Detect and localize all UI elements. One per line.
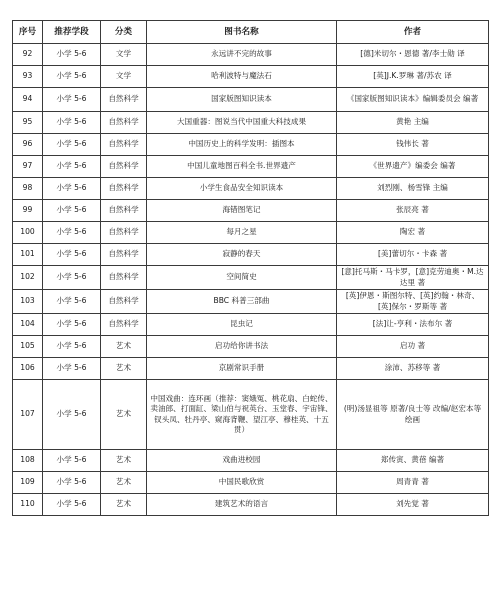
row-number-cell: 98: [13, 178, 43, 200]
row-number-cell: 106: [13, 358, 43, 380]
book-title-cell: BBC 科普三部曲: [147, 290, 337, 314]
book-title-cell: 昆虫记: [147, 314, 337, 336]
table-row: [13, 112, 489, 134]
recommended-stage-cell: 小学 5-6: [43, 200, 101, 222]
table-row: [13, 266, 489, 290]
author-cell: 陶宏 著: [337, 222, 489, 244]
row-number-cell: 103: [13, 290, 43, 314]
table-row: [13, 290, 489, 314]
category-cell: 自然科学: [101, 266, 147, 290]
recommended-stage-cell: 小学 5-6: [43, 380, 101, 450]
category-cell: 文学: [101, 66, 147, 88]
header-author: 作者: [337, 21, 489, 44]
header-recommended-stage: 推荐学段: [43, 21, 101, 44]
author-cell: [英]J.K.罗琳 著/苏农 译: [337, 66, 489, 88]
table-row: [13, 494, 489, 516]
row-number-cell: 99: [13, 200, 43, 222]
table-row: [13, 450, 489, 472]
category-cell: 自然科学: [101, 200, 147, 222]
recommended-stage-cell: 小学 5-6: [43, 266, 101, 290]
category-cell: 自然科学: [101, 290, 147, 314]
table-row: [13, 380, 489, 450]
recommended-stage-cell: 小学 5-6: [43, 314, 101, 336]
book-title-cell: 大国重器：图说当代中国重大科技成果: [147, 112, 337, 134]
book-title-cell: 中国戏曲：连环画（推荐：窦娥冤、桃花扇、白蛇传、卖油郎、打面缸、梁山伯与祝英台、玉堂春、宇宙锋、钗头凤、牡丹亭、窥海背鞭、望江亭、穆桂英、十五贯）: [147, 380, 337, 450]
table-row: [13, 178, 489, 200]
recommended-stage-cell: 小学 5-6: [43, 178, 101, 200]
row-number-cell: 96: [13, 134, 43, 156]
book-title-cell: 戏曲进校园: [147, 450, 337, 472]
category-cell: 艺术: [101, 380, 147, 450]
book-title-cell: 空间简史: [147, 266, 337, 290]
recommended-stage-cell: 小学 5-6: [43, 472, 101, 494]
row-number-cell: 101: [13, 244, 43, 266]
book-title-cell: 永远讲不完的故事: [147, 44, 337, 66]
category-cell: 自然科学: [101, 156, 147, 178]
recommended-stage-cell: 小学 5-6: [43, 222, 101, 244]
author-cell: [美]蕾切尔・卡森 著: [337, 244, 489, 266]
table-row: [13, 44, 489, 66]
book-list-table: [12, 20, 489, 516]
row-number-cell: 110: [13, 494, 43, 516]
category-cell: 自然科学: [101, 222, 147, 244]
table-row: [13, 66, 489, 88]
book-title-cell: 哈利波特与魔法石: [147, 66, 337, 88]
recommended-stage-cell: 小学 5-6: [43, 156, 101, 178]
category-cell: 自然科学: [101, 244, 147, 266]
table-row: [13, 314, 489, 336]
row-number-cell: 102: [13, 266, 43, 290]
header-book-title: 图书名称: [147, 21, 337, 44]
category-cell: 自然科学: [101, 112, 147, 134]
book-title-cell: 中国历史上的科学发明：插图本: [147, 134, 337, 156]
category-cell: 自然科学: [101, 178, 147, 200]
book-title-cell: 建筑艺术的语言: [147, 494, 337, 516]
row-number-cell: 109: [13, 472, 43, 494]
category-cell: 艺术: [101, 472, 147, 494]
table-row: [13, 222, 489, 244]
category-cell: 文学: [101, 44, 147, 66]
author-cell: 涂沛、苏移等 著: [337, 358, 489, 380]
row-number-cell: 95: [13, 112, 43, 134]
recommended-stage-cell: 小学 5-6: [43, 112, 101, 134]
book-title-cell: 每月之星: [147, 222, 337, 244]
row-number-cell: 92: [13, 44, 43, 66]
author-cell: (明)汤显祖等 原著/良士等 改编/赵宏本等 绘画: [337, 380, 489, 450]
category-cell: 艺术: [101, 450, 147, 472]
category-cell: 自然科学: [101, 314, 147, 336]
author-cell: 《国家版图知识读本》编辑委员会 编著: [337, 88, 489, 112]
table-row: [13, 336, 489, 358]
row-number-cell: 100: [13, 222, 43, 244]
table-header-row: [13, 21, 489, 44]
header-category: 分类: [101, 21, 147, 44]
book-title-cell: 国家版图知识读本: [147, 88, 337, 112]
table-row: [13, 88, 489, 112]
table-row: [13, 244, 489, 266]
book-title-cell: 启功给你讲书法: [147, 336, 337, 358]
recommended-stage-cell: 小学 5-6: [43, 494, 101, 516]
table-row: [13, 134, 489, 156]
book-title-cell: 海错图笔记: [147, 200, 337, 222]
row-number-cell: 97: [13, 156, 43, 178]
table-row: [13, 358, 489, 380]
recommended-stage-cell: 小学 5-6: [43, 290, 101, 314]
author-cell: 钱伟长 著: [337, 134, 489, 156]
row-number-cell: 94: [13, 88, 43, 112]
row-number-cell: 107: [13, 380, 43, 450]
header-number: 序号: [13, 21, 43, 44]
recommended-stage-cell: 小学 5-6: [43, 336, 101, 358]
table-body: [13, 44, 489, 516]
book-title-cell: 寂静的春天: [147, 244, 337, 266]
book-title-cell: 中国儿童地图百科全书.世界遗产: [147, 156, 337, 178]
recommended-stage-cell: 小学 5-6: [43, 88, 101, 112]
table-row: [13, 472, 489, 494]
row-number-cell: 108: [13, 450, 43, 472]
author-cell: 黄艳 主编: [337, 112, 489, 134]
table-row: [13, 200, 489, 222]
recommended-stage-cell: 小学 5-6: [43, 244, 101, 266]
book-title-cell: 中国民歌欣赏: [147, 472, 337, 494]
category-cell: 艺术: [101, 336, 147, 358]
author-cell: [英]伊恩・斯图尔特、[英]约翰・林奇、[英]保尔・罗斯等 著: [337, 290, 489, 314]
category-cell: 自然科学: [101, 134, 147, 156]
author-cell: 启功 著: [337, 336, 489, 358]
author-cell: 刘先觉 著: [337, 494, 489, 516]
author-cell: 郑传寅、黄蓓 编著: [337, 450, 489, 472]
book-title-cell: 京剧常识手册: [147, 358, 337, 380]
recommended-stage-cell: 小学 5-6: [43, 66, 101, 88]
author-cell: 张辰亮 著: [337, 200, 489, 222]
author-cell: 刘烈刚、杨雪锋 主编: [337, 178, 489, 200]
category-cell: 自然科学: [101, 88, 147, 112]
recommended-stage-cell: 小学 5-6: [43, 44, 101, 66]
row-number-cell: 93: [13, 66, 43, 88]
recommended-stage-cell: 小学 5-6: [43, 450, 101, 472]
category-cell: 艺术: [101, 494, 147, 516]
book-title-cell: 小学生食品安全知识读本: [147, 178, 337, 200]
author-cell: [意]托马斯・马卡罗，[意]克劳迪奥・M.达达里 著: [337, 266, 489, 290]
row-number-cell: 105: [13, 336, 43, 358]
recommended-stage-cell: 小学 5-6: [43, 358, 101, 380]
author-cell: [德]米切尔・恩德 著/李士勋 译: [337, 44, 489, 66]
recommended-stage-cell: 小学 5-6: [43, 134, 101, 156]
table-row: [13, 156, 489, 178]
author-cell: 《世界遗产》编委会 编著: [337, 156, 489, 178]
author-cell: 周青青 著: [337, 472, 489, 494]
category-cell: 艺术: [101, 358, 147, 380]
row-number-cell: 104: [13, 314, 43, 336]
author-cell: [法]让-亨利・法布尔 著: [337, 314, 489, 336]
